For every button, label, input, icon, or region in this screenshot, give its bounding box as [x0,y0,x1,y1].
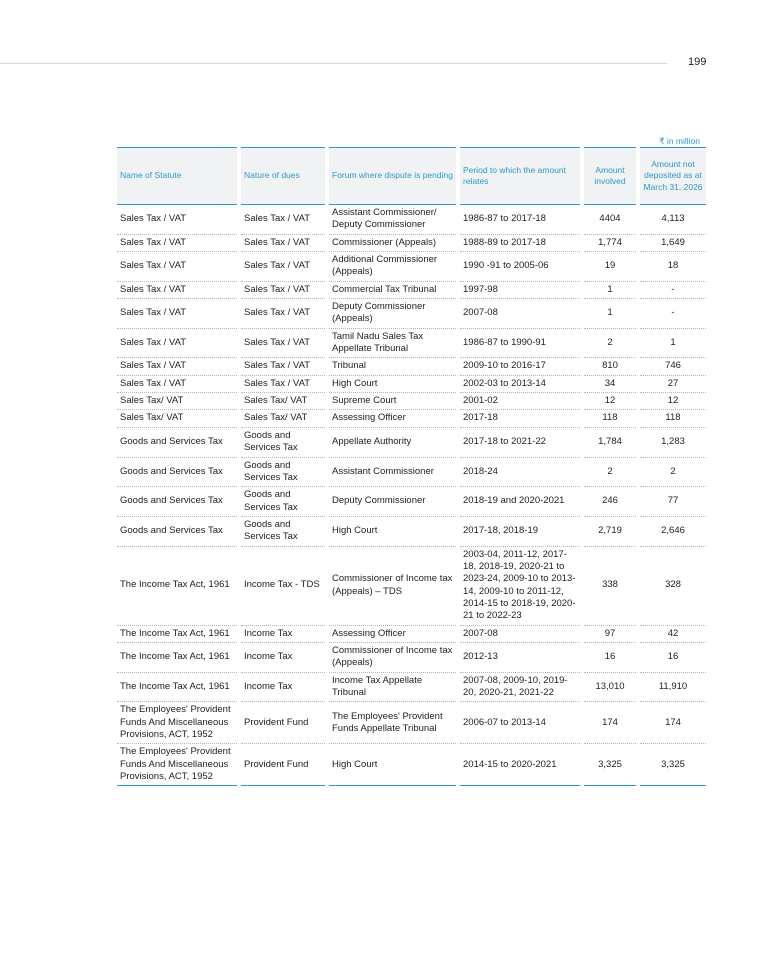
cell-period: 1986-87 to 2017-18 [460,205,580,235]
cell-nature: Sales Tax / VAT [241,235,325,252]
cell-amount-not-deposited: 42 [640,626,706,643]
page-number: 199 [688,56,707,68]
cell-forum: Assistant Commissioner [329,458,456,488]
cell-amount-involved: 2 [584,329,636,359]
cell-statute: Sales Tax / VAT [117,235,237,252]
cell-amount-involved: 97 [584,626,636,643]
cell-forum: Tribunal [329,358,456,375]
cell-statute: Sales Tax / VAT [117,205,237,235]
cell-amount-involved: 1,784 [584,428,636,458]
header-forum: Forum where dispute is pending [329,147,456,205]
cell-nature: Sales Tax/ VAT [241,393,325,410]
cell-nature: Sales Tax / VAT [241,376,325,393]
table-row [117,205,706,235]
table-row [117,643,706,673]
cell-nature: Goods and Services Tax [241,428,325,458]
header-nature-of-dues: Nature of dues [241,147,325,205]
cell-amount-not-deposited: 3,325 [640,744,706,786]
cell-amount-not-deposited: 1 [640,329,706,359]
cell-period: 1986-87 to 1990-91 [460,329,580,359]
cell-amount-not-deposited: 16 [640,643,706,673]
cell-amount-not-deposited: 1,283 [640,428,706,458]
cell-statute: The Income Tax Act, 1961 [117,547,237,626]
cell-period: 2018-19 and 2020-2021 [460,487,580,517]
cell-amount-involved: 3,325 [584,744,636,786]
table-row [117,487,706,517]
cell-nature: Sales Tax / VAT [241,205,325,235]
cell-statute: The Income Tax Act, 1961 [117,643,237,673]
cell-nature: Goods and Services Tax [241,458,325,488]
cell-statute: Goods and Services Tax [117,487,237,517]
cell-statute: Sales Tax/ VAT [117,410,237,427]
cell-amount-involved: 2,719 [584,517,636,547]
cell-period: 2012-13 [460,643,580,673]
cell-nature: Provident Fund [241,702,325,744]
table-row [117,547,706,626]
table-row [117,282,706,299]
cell-forum: Deputy Commissioner (Appeals) [329,299,456,329]
cell-statute: Sales Tax / VAT [117,329,237,359]
header-name-of-statute: Name of Statute [117,147,237,205]
cell-forum: Assistant Commissioner/ Deputy Commissioner [329,205,456,235]
cell-period: 2017-18 [460,410,580,427]
cell-amount-involved: 19 [584,252,636,282]
table-row [117,702,706,744]
header-period: Period to which the amount relates [460,147,580,205]
cell-amount-not-deposited: 746 [640,358,706,375]
cell-amount-not-deposited: 27 [640,376,706,393]
table-header-row [117,147,706,205]
cell-forum: Additional Commissioner (Appeals) [329,252,456,282]
cell-amount-not-deposited: 118 [640,410,706,427]
table-row [117,252,706,282]
cell-forum: Assessing Officer [329,626,456,643]
cell-amount-involved: 118 [584,410,636,427]
cell-nature: Income Tax [241,626,325,643]
cell-statute: Goods and Services Tax [117,517,237,547]
cell-nature: Income Tax [241,643,325,673]
cell-statute: Sales Tax / VAT [117,299,237,329]
cell-forum: The Employees' Provident Funds Appellate Tribunal [329,702,456,744]
cell-nature: Income Tax - TDS [241,547,325,626]
cell-nature: Sales Tax / VAT [241,358,325,375]
cell-amount-involved: 16 [584,643,636,673]
cell-period: 1988-89 to 2017-18 [460,235,580,252]
cell-amount-involved: 810 [584,358,636,375]
cell-forum: High Court [329,376,456,393]
cell-nature: Sales Tax / VAT [241,299,325,329]
cell-statute: Goods and Services Tax [117,428,237,458]
cell-nature: Goods and Services Tax [241,517,325,547]
top-rule [0,63,667,64]
cell-period: 2017-18 to 2021-22 [460,428,580,458]
cell-period: 1997-98 [460,282,580,299]
cell-forum: Commissioner of Income tax (Appeals) [329,643,456,673]
cell-forum: Assessing Officer [329,410,456,427]
cell-forum: Commercial Tax Tribunal [329,282,456,299]
cell-period: 2001-02 [460,393,580,410]
cell-forum: Supreme Court [329,393,456,410]
cell-period: 2018-24 [460,458,580,488]
cell-amount-involved: 1,774 [584,235,636,252]
cell-nature: Sales Tax / VAT [241,282,325,299]
cell-forum: Tamil Nadu Sales Tax Appellate Tribunal [329,329,456,359]
cell-statute: Sales Tax / VAT [117,282,237,299]
table-row [117,428,706,458]
cell-period: 2007-08, 2009-10, 2019-20, 2020-21, 2021-22 [460,673,580,703]
header-amount-involved: Amount involved [584,147,636,205]
cell-amount-not-deposited: 174 [640,702,706,744]
cell-nature: Sales Tax/ VAT [241,410,325,427]
table-row [117,744,706,786]
cell-amount-not-deposited: - [640,282,706,299]
cell-forum: Appellate Authority [329,428,456,458]
cell-forum: Commissioner (Appeals) [329,235,456,252]
cell-amount-not-deposited: - [640,299,706,329]
cell-amount-involved: 2 [584,458,636,488]
table-row [117,358,706,375]
cell-amount-not-deposited: 1,649 [640,235,706,252]
cell-period: 2003-04, 2011-12, 2017-18, 2018-19, 2020-21 to 2023-24, 2009-10 to 2013-14, 2009-10 to 2011-12, 2014-15 to 2018-19, 2020-21 to 2022-23 [460,547,580,626]
cell-period: 2002-03 to 2013-14 [460,376,580,393]
cell-amount-involved: 12 [584,393,636,410]
cell-amount-not-deposited: 4,113 [640,205,706,235]
cell-statute: Sales Tax/ VAT [117,393,237,410]
cell-statute: Sales Tax / VAT [117,358,237,375]
cell-amount-involved: 174 [584,702,636,744]
table-row [117,299,706,329]
cell-forum: High Court [329,517,456,547]
cell-amount-not-deposited: 18 [640,252,706,282]
table-row [117,329,706,359]
cell-amount-not-deposited: 77 [640,487,706,517]
cell-forum: Deputy Commissioner [329,487,456,517]
header-amount-not-deposited: Amount not deposited as at March 31, 2026 [640,147,706,205]
cell-amount-involved: 34 [584,376,636,393]
cell-statute: The Employees' Provident Funds And Miscellaneous Provisions, ACT, 1952 [117,702,237,744]
cell-nature: Sales Tax / VAT [241,252,325,282]
cell-amount-involved: 13,010 [584,673,636,703]
cell-nature: Goods and Services Tax [241,487,325,517]
cell-statute: Sales Tax / VAT [117,376,237,393]
table-row [117,626,706,643]
cell-forum: Commissioner of Income tax (Appeals) – TDS [329,547,456,626]
disputed-dues-table [113,147,710,786]
table-row [117,458,706,488]
cell-amount-not-deposited: 328 [640,547,706,626]
cell-period: 2006-07 to 2013-14 [460,702,580,744]
cell-statute: Sales Tax / VAT [117,252,237,282]
cell-period: 2017-18, 2018-19 [460,517,580,547]
cell-amount-not-deposited: 12 [640,393,706,410]
cell-amount-not-deposited: 11,910 [640,673,706,703]
cell-nature: Provident Fund [241,744,325,786]
cell-amount-involved: 4404 [584,205,636,235]
cell-statute: The Income Tax Act, 1961 [117,626,237,643]
table-row [117,517,706,547]
cell-nature: Sales Tax / VAT [241,329,325,359]
cell-amount-involved: 1 [584,299,636,329]
cell-period: 2007-08 [460,626,580,643]
cell-amount-involved: 246 [584,487,636,517]
cell-amount-not-deposited: 2,646 [640,517,706,547]
cell-nature: Income Tax [241,673,325,703]
table-row [117,235,706,252]
cell-forum: Income Tax Appellate Tribunal [329,673,456,703]
cell-amount-involved: 1 [584,282,636,299]
cell-period: 2009-10 to 2016-17 [460,358,580,375]
cell-period: 2007-08 [460,299,580,329]
table-row [117,410,706,427]
cell-period: 2014-15 to 2020-2021 [460,744,580,786]
cell-statute: The Employees' Provident Funds And Miscellaneous Provisions, ACT, 1952 [117,744,237,786]
table-row [117,393,706,410]
cell-statute: The Income Tax Act, 1961 [117,673,237,703]
cell-period: 1990 -91 to 2005-06 [460,252,580,282]
cell-amount-not-deposited: 2 [640,458,706,488]
unit-note: ₹ in million [659,136,700,146]
cell-statute: Goods and Services Tax [117,458,237,488]
cell-forum: High Court [329,744,456,786]
table-row [117,376,706,393]
cell-amount-involved: 338 [584,547,636,626]
table-row [117,673,706,703]
